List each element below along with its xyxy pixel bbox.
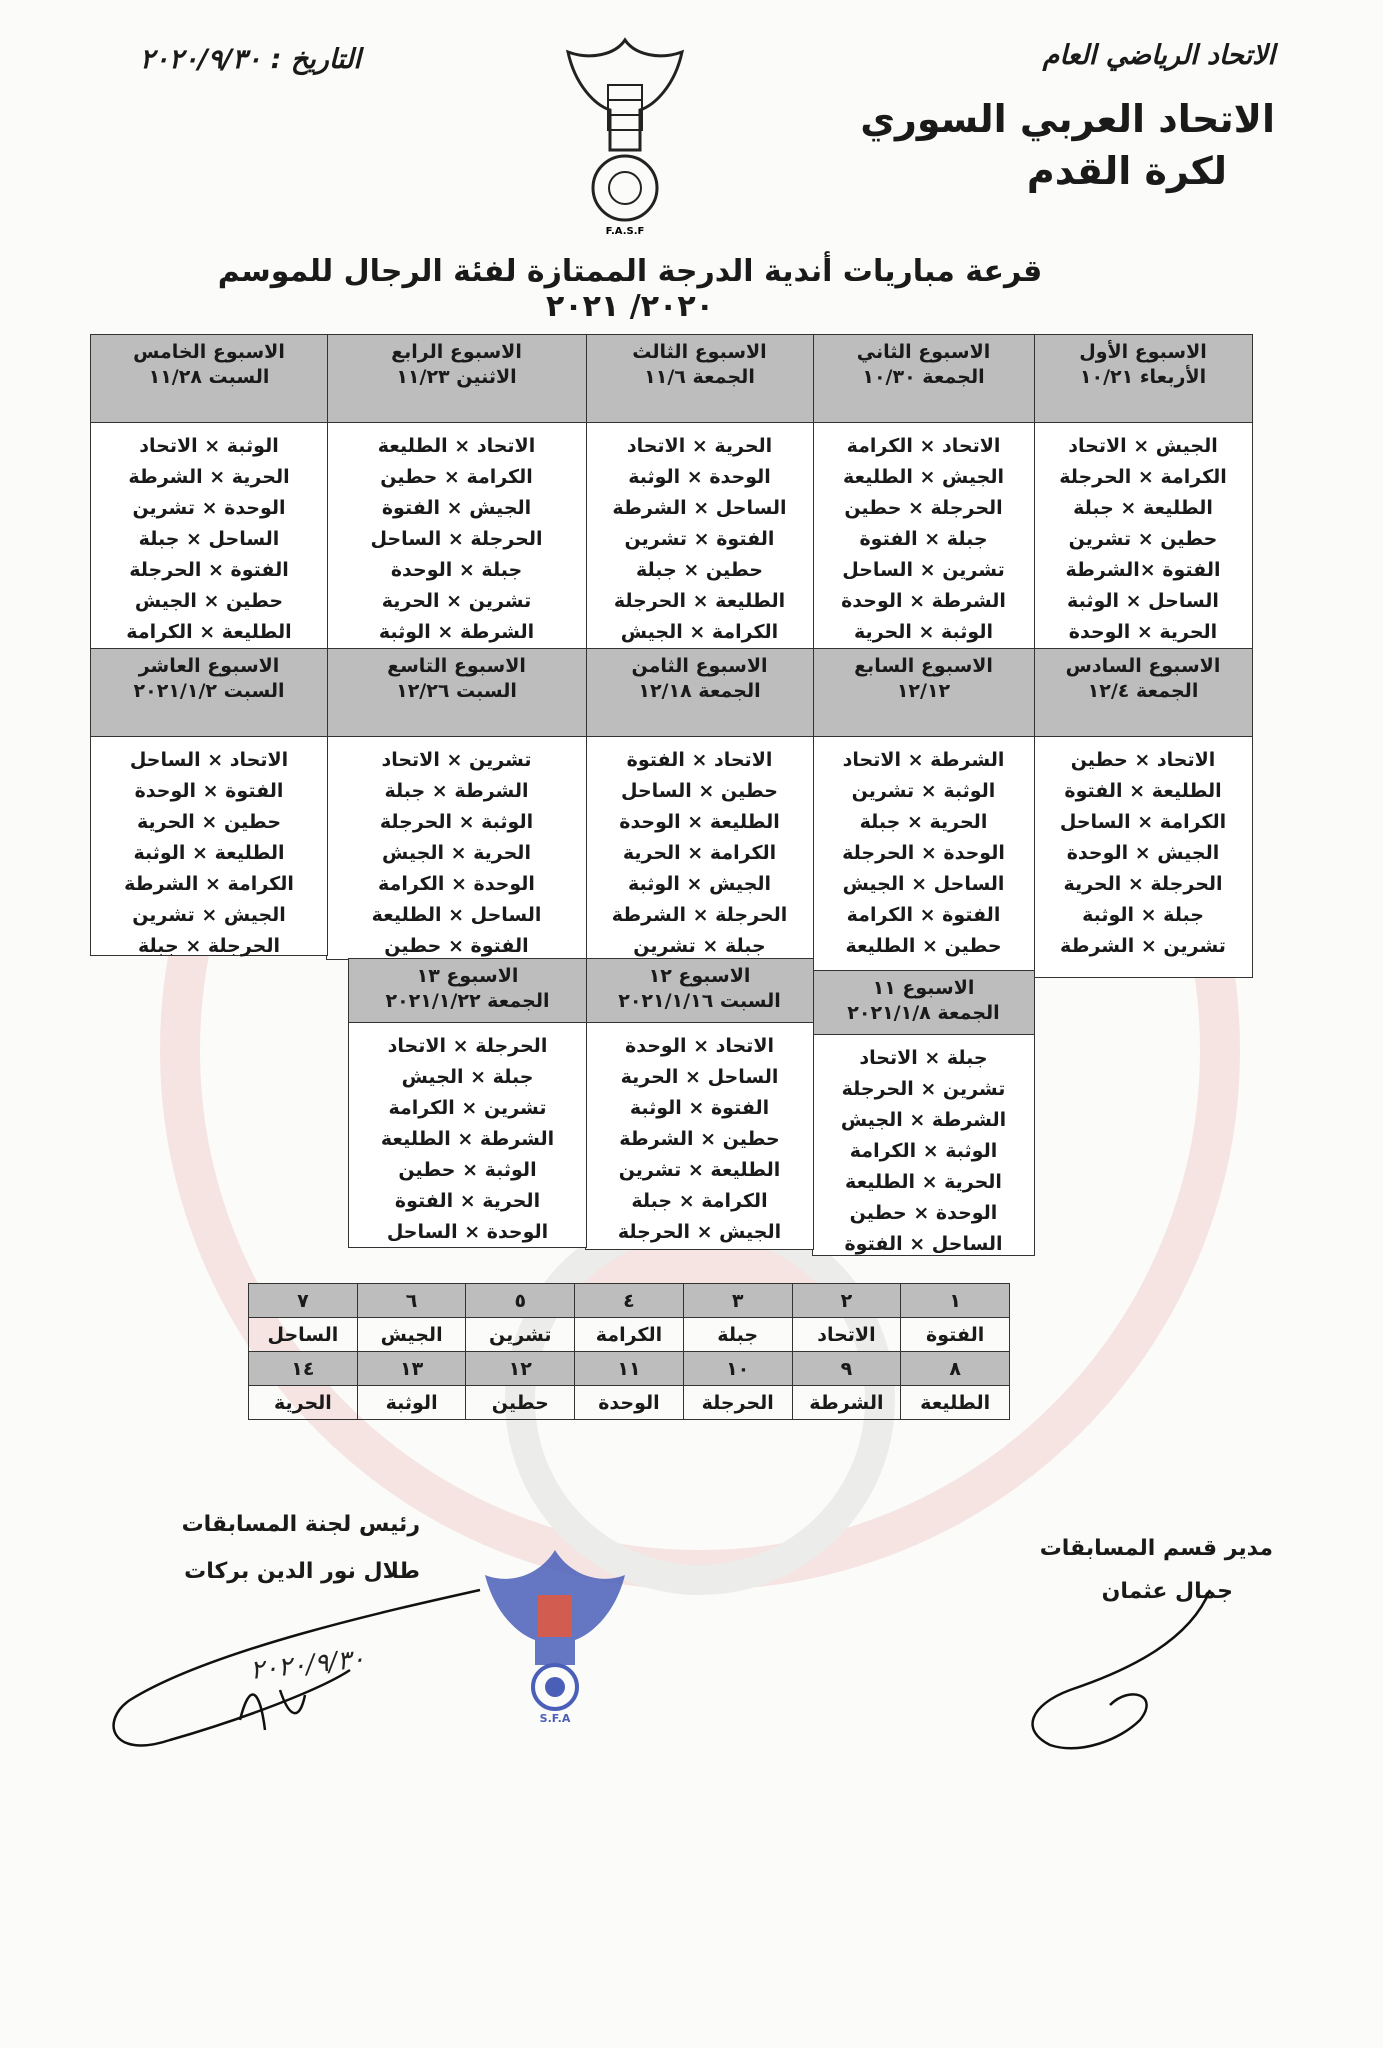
week-title: الاسبوع التاسع bbox=[387, 655, 526, 677]
match: الجيش × تشرين bbox=[132, 904, 286, 926]
week-card-13 bbox=[348, 958, 587, 1248]
org-line2: الاتحاد العربي السوري bbox=[860, 97, 1275, 141]
week-card-8 bbox=[585, 648, 814, 960]
match: حطين × الشرطة bbox=[619, 1128, 780, 1150]
match: الجيش × الاتحاد bbox=[1068, 435, 1218, 457]
draw-number: ١ bbox=[901, 1284, 1010, 1318]
draw-team: جبلة bbox=[683, 1318, 792, 1352]
org-line1: الاتحاد الرياضي العام bbox=[1042, 40, 1275, 71]
week-title: الاسبوع الثامن bbox=[631, 655, 768, 677]
committee-head-title: رئيس لجنة المسابقات bbox=[181, 1512, 420, 1537]
week-title: الاسبوع السادس bbox=[1065, 655, 1221, 677]
week-title: الاسبوع الخامس bbox=[133, 341, 285, 363]
match: الساحل × الطليعة bbox=[371, 904, 542, 926]
match: الاتحاد × الساحل bbox=[129, 749, 289, 771]
week-date: الاثنين ١١/٢٣ bbox=[396, 366, 517, 388]
match: الساحل × الوثبة bbox=[1067, 590, 1219, 612]
draw-number: ٢ bbox=[792, 1284, 901, 1318]
match: الوحدة × تشرين bbox=[132, 497, 286, 519]
match: جبلة × الجيش bbox=[401, 1066, 534, 1088]
match: الحرجلة × الشرطة bbox=[611, 904, 788, 926]
match: الفتوة × الحرجلة bbox=[129, 559, 289, 581]
match: الوثبة × حطين bbox=[398, 1159, 537, 1181]
handwritten-date: ٢٠٢٠/٩/٣٠ bbox=[248, 1644, 367, 1686]
match: جبلة × الوثبة bbox=[1082, 904, 1204, 926]
match: تشرين × الشرطة bbox=[1060, 935, 1226, 957]
week-date: الجمعة ١٢/٤ bbox=[1087, 680, 1199, 702]
match: الوثبة × تشرين bbox=[851, 780, 996, 802]
match: الطليعة × الحرجلة bbox=[613, 590, 786, 612]
match: الطليعة × الفتوة bbox=[1064, 780, 1222, 802]
match: حطين × الحرية bbox=[136, 811, 282, 833]
match: حطين × جبلة bbox=[636, 559, 763, 581]
match: الوثبة × الاتحاد bbox=[139, 435, 279, 457]
draw-team: الجيش bbox=[357, 1318, 466, 1352]
draw-number: ٣ bbox=[683, 1284, 792, 1318]
match: الوحدة × الكرامة bbox=[378, 873, 535, 895]
match: تشرين × الاتحاد bbox=[381, 749, 532, 771]
match: الساحل × الفتوة bbox=[844, 1233, 1003, 1255]
match: الاتحاد × الفتوة bbox=[626, 749, 773, 771]
match: الاتحاد × الطليعة bbox=[377, 435, 536, 457]
match: الشرطة × الجيش bbox=[840, 1109, 1007, 1131]
week-date: الجمعة ١١/٦ bbox=[644, 366, 755, 388]
match: الفتوة × تشرين bbox=[624, 528, 775, 550]
table-row bbox=[249, 1352, 1010, 1386]
draw-number: ٥ bbox=[466, 1284, 575, 1318]
match: الكرامة × الحرجلة bbox=[1059, 466, 1227, 488]
match: الحرجلة × الاتحاد bbox=[387, 1035, 548, 1057]
week-date: الجمعة ١٢/١٨ bbox=[638, 680, 761, 702]
match: الحرية × الطليعة bbox=[845, 1171, 1002, 1193]
match: الشرطة × الاتحاد bbox=[842, 749, 1005, 771]
match: الحرية × الجيش bbox=[382, 842, 531, 864]
match: الطليعة × الكرامة bbox=[126, 621, 292, 643]
match: الاتحاد × حطين bbox=[1070, 749, 1216, 771]
week-title: الاسبوع الثالث bbox=[632, 341, 767, 363]
match: الساحل × الشرطة bbox=[612, 497, 787, 519]
draw-team: الشرطة bbox=[792, 1386, 901, 1420]
week-card-3 bbox=[585, 334, 814, 650]
week-date: الجمعة ٢٠٢١/١/٢٢ bbox=[385, 990, 550, 1012]
match: الكرامة × الجيش bbox=[620, 621, 779, 643]
match: الشرطة × جبلة bbox=[384, 780, 529, 802]
week-card-11 bbox=[812, 970, 1035, 1256]
draw-team: الاتحاد bbox=[792, 1318, 901, 1352]
week-title: الاسبوع ١١ bbox=[872, 977, 975, 999]
match: الكرامة × الساحل bbox=[1059, 811, 1227, 833]
match: الجيش × الوحدة bbox=[1066, 842, 1220, 864]
match: الاتحاد × الوحدة bbox=[625, 1035, 774, 1057]
match: الحرية × الاتحاد bbox=[626, 435, 773, 457]
match: الوثبة × الحرجلة bbox=[379, 811, 534, 833]
week-date: السبت ٢٠٢١/١/١٦ bbox=[618, 990, 781, 1012]
week-card-12 bbox=[585, 958, 814, 1250]
table-row bbox=[249, 1318, 1010, 1352]
stamp-text: S.F.A bbox=[539, 1712, 571, 1725]
week-date: الجمعة ١٠/٣٠ bbox=[862, 366, 985, 388]
match: الكرامة × حطين bbox=[380, 466, 533, 488]
match: الاتحاد × الكرامة bbox=[846, 435, 1001, 457]
week-card-1 bbox=[1033, 334, 1253, 650]
match: الوحدة × الساحل bbox=[386, 1221, 549, 1243]
match: الحرية × الوحدة bbox=[1068, 621, 1218, 643]
match: الشرطة × الوثبة bbox=[378, 621, 535, 643]
week-card-9 bbox=[326, 648, 587, 960]
emblem-text: F.A.S.F bbox=[605, 226, 645, 237]
draw-number: ١٣ bbox=[357, 1352, 466, 1386]
draw-team: الكرامة bbox=[575, 1318, 684, 1352]
match: حطين × الساحل bbox=[621, 780, 778, 802]
match: الطليعة × جبلة bbox=[1073, 497, 1213, 519]
draw-team: الحرية bbox=[249, 1386, 358, 1420]
match: الحرجلة × جبلة bbox=[137, 935, 280, 957]
match: حطين × الجيش bbox=[134, 590, 284, 612]
match: الوثبة × الحرية bbox=[854, 621, 993, 643]
week-title: الاسبوع العاشر bbox=[138, 655, 280, 677]
week-date: السبت ١٢/٢٦ bbox=[396, 680, 517, 702]
match: تشرين × الكرامة bbox=[388, 1097, 547, 1119]
match: الحرجلة × حطين bbox=[844, 497, 1003, 519]
match: تشرين × الحرية bbox=[381, 590, 532, 612]
week-card-7 bbox=[812, 648, 1035, 972]
week-card-5 bbox=[90, 334, 328, 650]
draw-number: ١١ bbox=[575, 1352, 684, 1386]
match: تشرين × الساحل bbox=[842, 559, 1005, 581]
document-title: قرعة مباريات أندية الدرجة الممتازة لفئة الرجال للموسم ٢٠٢٠/ ٢٠٢١ bbox=[217, 254, 1043, 324]
match: الكرامة × الحرية bbox=[622, 842, 777, 864]
match: الحرية × جبلة bbox=[859, 811, 988, 833]
week-title: الاسبوع ١٣ bbox=[416, 965, 519, 987]
draw-team: الساحل bbox=[249, 1318, 358, 1352]
week-card-10 bbox=[90, 648, 328, 956]
draw-team: الوثبة bbox=[357, 1386, 466, 1420]
draw-number: ٧ bbox=[249, 1284, 358, 1318]
match: الطليعة × الوثبة bbox=[133, 842, 285, 864]
table-row bbox=[249, 1386, 1010, 1420]
match: الوحدة × حطين bbox=[849, 1202, 998, 1224]
match: الشرطة × الوحدة bbox=[841, 590, 1006, 612]
draw-team: الفتوة bbox=[901, 1318, 1010, 1352]
match: الجيش × الحرجلة bbox=[617, 1221, 782, 1243]
week-title: الاسبوع السابع bbox=[854, 655, 993, 677]
draw-number: ١٢ bbox=[466, 1352, 575, 1386]
match: الكرامة × الشرطة bbox=[124, 873, 294, 895]
signature-scribble-icon bbox=[1010, 1580, 1220, 1760]
match: الحرية × الشرطة bbox=[128, 466, 290, 488]
match: الطليعة × الوحدة bbox=[619, 811, 780, 833]
match: حطين × الطليعة bbox=[845, 935, 1002, 957]
org-header bbox=[860, 40, 1275, 193]
match: الفتوة × الوثبة bbox=[629, 1097, 770, 1119]
match: تشرين × الحرجلة bbox=[841, 1078, 1006, 1100]
week-title: الاسبوع الرابع bbox=[391, 341, 522, 363]
department-head-name: جمال عثمان bbox=[1101, 1579, 1233, 1604]
week-title: الاسبوع الأول bbox=[1079, 341, 1207, 363]
draw-team: الحرجلة bbox=[683, 1386, 792, 1420]
week-date: السبت ١١/٢٨ bbox=[148, 366, 270, 388]
department-head-title: مدير قسم المسابقات bbox=[1039, 1536, 1273, 1561]
draw-number: ١٠ bbox=[683, 1352, 792, 1386]
match: الحرجلة × الساحل bbox=[370, 528, 543, 550]
week-date: السبت ٢٠٢١/١/٢ bbox=[133, 680, 285, 702]
match: الوثبة × الكرامة bbox=[849, 1140, 998, 1162]
org-line3: لكرة القدم bbox=[1026, 149, 1227, 193]
document-date: التاريخ : ٢٠٢٠/٩/٣٠ bbox=[140, 44, 361, 75]
match: الكرامة × جبلة bbox=[631, 1190, 768, 1212]
match: الفتوة ×الشرطة bbox=[1065, 559, 1221, 581]
committee-head-name: طلال نور الدين بركات bbox=[184, 1559, 420, 1584]
match: الشرطة × الطليعة bbox=[380, 1128, 555, 1150]
draw-number: ٦ bbox=[357, 1284, 466, 1318]
week-card-6 bbox=[1033, 648, 1253, 978]
match: الجيش × الوثبة bbox=[627, 873, 772, 895]
match: جبلة × الاتحاد bbox=[859, 1047, 988, 1069]
match: جبلة × تشرين bbox=[633, 935, 766, 957]
week-date: الأربعاء ١٠/٢١ bbox=[1079, 366, 1207, 388]
week-title: الاسبوع ١٢ bbox=[648, 965, 751, 987]
match: الفتوة × الوحدة bbox=[134, 780, 284, 802]
match: حطين × تشرين bbox=[1068, 528, 1218, 550]
draw-numbers-table bbox=[248, 1283, 1010, 1420]
match: جبلة × الوحدة bbox=[390, 559, 523, 581]
match: الوحدة × الوثبة bbox=[628, 466, 771, 488]
match: الجيش × الطليعة bbox=[842, 466, 1005, 488]
draw-team: حطين bbox=[466, 1386, 575, 1420]
match: الفتوة × الكرامة bbox=[846, 904, 1001, 926]
match: الجيش × الفتوة bbox=[381, 497, 532, 519]
draw-team: تشرين bbox=[466, 1318, 575, 1352]
week-card-4 bbox=[326, 334, 587, 650]
official-stamp-icon bbox=[480, 1545, 630, 1725]
match: الطليعة × تشرين bbox=[618, 1159, 781, 1181]
week-title: الاسبوع الثاني bbox=[856, 341, 991, 363]
match: الحرية × الفتوة bbox=[394, 1190, 541, 1212]
match: الساحل × الحرية bbox=[620, 1066, 779, 1088]
match: جبلة × الفتوة bbox=[859, 528, 988, 550]
draw-number: ٤ bbox=[575, 1284, 684, 1318]
week-card-2 bbox=[812, 334, 1035, 650]
draw-number: ٨ bbox=[901, 1352, 1010, 1386]
draw-number: ٩ bbox=[792, 1352, 901, 1386]
match: الساحل × جبلة bbox=[138, 528, 280, 550]
week-date: ١٢/١٢ bbox=[896, 680, 951, 702]
federation-emblem-icon bbox=[560, 30, 690, 240]
match: الساحل × الجيش bbox=[842, 873, 1005, 895]
draw-number: ١٤ bbox=[249, 1352, 358, 1386]
draw-team: الطليعة bbox=[901, 1386, 1010, 1420]
match: الفتوة × حطين bbox=[384, 935, 529, 957]
table-row bbox=[249, 1284, 1010, 1318]
draw-team: الوحدة bbox=[575, 1386, 684, 1420]
match: الوحدة × الحرجلة bbox=[842, 842, 1005, 864]
match: الحرجلة × الحرية bbox=[1063, 873, 1223, 895]
week-date: الجمعة ٢٠٢١/١/٨ bbox=[847, 1002, 1000, 1024]
